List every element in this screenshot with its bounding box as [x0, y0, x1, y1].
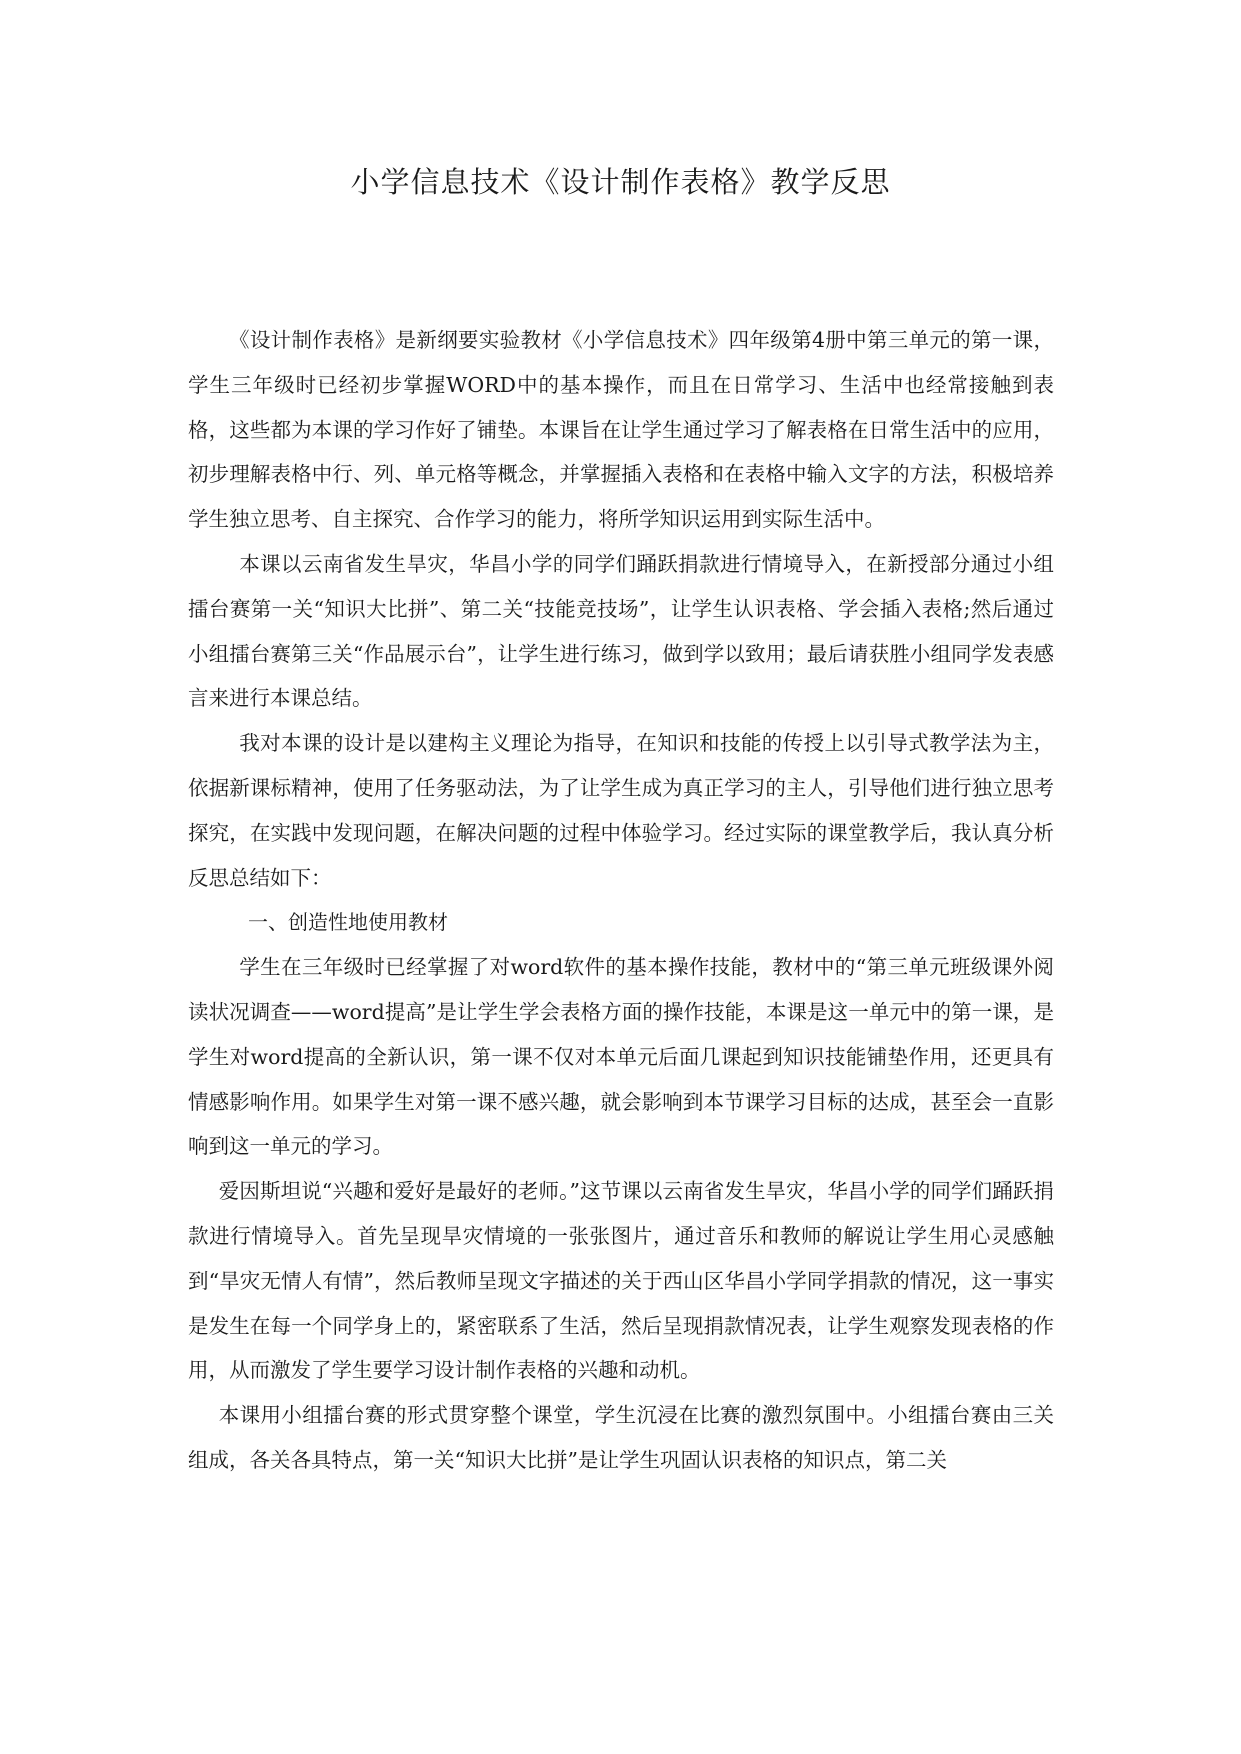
paragraph-intro: 《设计制作表格》是新纲要实验教材《小学信息技术》四年级第4册中第三单元的第一课，学生三年级时已经初步掌握WORD中的基本操作，而且在日常学习、生活中也经常接触到表格，这些都为本课的学习作好了铺垫。本课旨在让学生通过学习了解表格在日常生活中的应用，初步理解表格中行、列、单元格等概念，并掌握插入表格和在表格中输入文字的方法，积极培养学生独立思考、自主探究、合作学习的能力，将所学知识运用到实际生活中。: [188, 328, 1054, 532]
paragraph-competition: 本课用小组擂台赛的形式贯穿整个课堂，学生沉浸在比赛的激烈氛围中。小组擂台赛由三关组成，各关各具特点，第一关“知识大比拼”是让学生巩固认识表格的知识点，第二关: [188, 1403, 1054, 1472]
paragraph-interest: 爱因斯坦说“兴趣和爱好是最好的老师。”这节课以云南省发生旱灾，华昌小学的同学们踊跃捐款进行情境导入。首先呈现旱灾情境的一张张图片，通过音乐和教师的解说让学生用心灵感触到“旱灾无情人有情”，然后教师呈现文字描述的关于西山区华昌小学同学捐款的情况，这一事实是发生在每一个同学身上的，紧密联系了生活，然后呈现捐款情况表，让学生观察发现表格的作用，从而激发了学生要学习设计制作表格的兴趣和动机。: [188, 1179, 1054, 1383]
document-title: 小学信息技术《设计制作表格》教学反思: [350, 165, 891, 199]
paragraph-textbook-usage: 学生在三年级时已经掌握了对word软件的基本操作技能，教材中的“第三单元班级课外阅读状况调查——word提高”是让学生学会表格方面的操作技能，本课是这一单元中的第一课，是学生对word提高的全新认识，第一课不仅对本单元后面几课起到知识技能铺垫作用，还更具有情感影响作用。如果学生对第一课不感兴趣，就会影响到本节课学习目标的达成，甚至会一直影响到这一单元的学习。: [188, 955, 1054, 1159]
paragraph-teaching-method: 我对本课的设计是以建构主义理论为指导，在知识和技能的传授上以引导式教学法为主，依据新课标精神，使用了任务驱动法，为了让学生成为真正学习的主人，引导他们进行独立思考探究，在实践中发现问题，在解决问题的过程中体验学习。经过实际的课堂教学后，我认真分析反思总结如下：: [188, 731, 1054, 890]
document-body: [188, 318, 1054, 1483]
section-heading: 一、创造性地使用教材: [248, 910, 448, 935]
paragraph-lesson-design: 本课以云南省发生旱灾，华昌小学的同学们踊跃捐款进行情境导入，在新授部分通过小组擂台赛第一关“知识大比拼”、第二关“技能竞技场”，让学生认识表格、学会插入表格;然后通过小组擂台赛第三关“作品展示台”，让学生进行练习，做到学以致用；最后请获胜小组同学发表感言来进行本课总结。: [188, 551, 1054, 711]
